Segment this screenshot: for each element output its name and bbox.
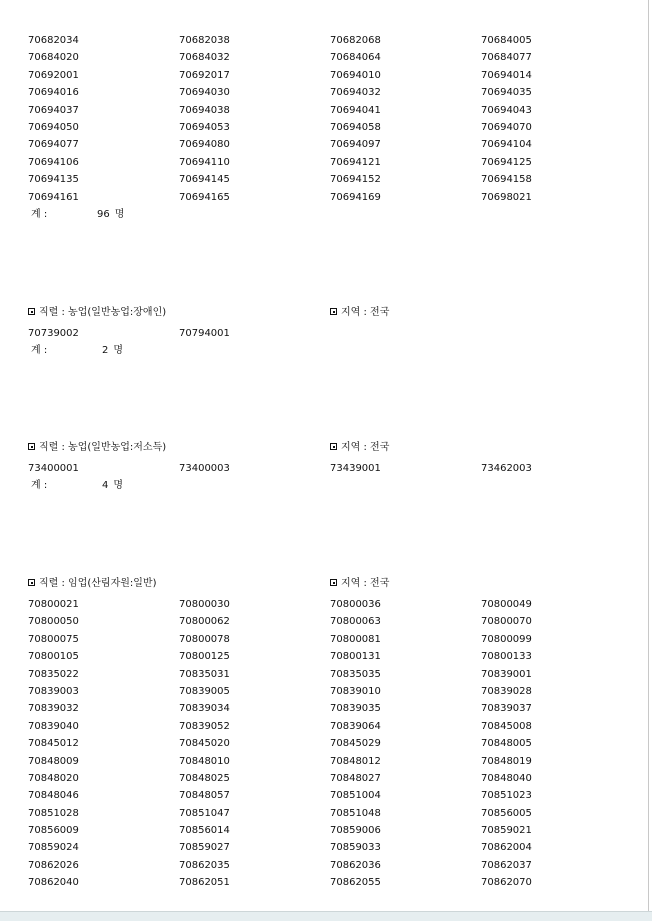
id-number: 70839028 bbox=[481, 685, 532, 697]
square-bullet-icon bbox=[28, 308, 35, 315]
id-number: 70862036 bbox=[330, 859, 381, 871]
id-number: 70694032 bbox=[330, 87, 381, 99]
id-number: 70694014 bbox=[481, 69, 532, 81]
id-number: 70800021 bbox=[28, 599, 79, 610]
total-label: 계 : bbox=[31, 345, 48, 357]
section-header bbox=[28, 575, 618, 593]
id-number: 70694135 bbox=[28, 174, 79, 186]
region-heading: 지역 : 전국 bbox=[330, 304, 389, 322]
occupation-heading: 직렬 : 농업(일반농업:장애인) bbox=[28, 304, 166, 322]
id-number: 70694035 bbox=[481, 87, 532, 99]
id-number: 70848040 bbox=[481, 772, 532, 784]
id-number: 70800125 bbox=[179, 651, 230, 663]
id-grid bbox=[28, 32, 618, 206]
id-number: 70856005 bbox=[481, 807, 532, 819]
id-number: 70839034 bbox=[179, 703, 230, 715]
id-number: 70694053 bbox=[179, 121, 230, 133]
id-number: 70851023 bbox=[481, 790, 532, 802]
region-heading: 지역 : 전국 bbox=[330, 439, 389, 457]
occupation-heading: 직렬 : 임업(산림자원:일반) bbox=[28, 575, 157, 593]
id-number: 70839032 bbox=[28, 703, 79, 715]
id-number: 70848019 bbox=[481, 755, 532, 767]
id-number: 70839052 bbox=[179, 720, 230, 732]
id-number: 70800050 bbox=[28, 616, 79, 628]
id-number: 70862040 bbox=[28, 877, 79, 889]
id-number: 70848046 bbox=[28, 790, 79, 802]
page-edge bbox=[648, 0, 649, 912]
section-total bbox=[28, 206, 618, 224]
id-number: 70859033 bbox=[330, 842, 381, 854]
id-number: 70800131 bbox=[330, 651, 381, 663]
id-number: 70800030 bbox=[179, 599, 230, 610]
square-bullet-icon bbox=[330, 579, 337, 586]
id-number: 70862026 bbox=[28, 859, 79, 871]
id-number: 70694077 bbox=[28, 139, 79, 151]
section-header bbox=[28, 304, 618, 322]
id-number: 70694110 bbox=[179, 156, 230, 168]
id-number: 70682068 bbox=[330, 35, 381, 46]
id-number: 70684032 bbox=[179, 52, 230, 64]
id-number: 70694043 bbox=[481, 104, 532, 116]
id-number: 70694070 bbox=[481, 121, 532, 133]
id-number: 70694125 bbox=[481, 156, 532, 168]
total-count: 4 명 bbox=[102, 480, 124, 492]
id-number: 70835031 bbox=[179, 668, 230, 680]
id-number: 70739002 bbox=[28, 328, 79, 339]
id-number: 70862070 bbox=[481, 877, 532, 889]
id-number: 70800063 bbox=[330, 616, 381, 628]
id-number: 70800081 bbox=[330, 633, 381, 645]
square-bullet-icon bbox=[330, 308, 337, 315]
id-number: 70692017 bbox=[179, 69, 230, 81]
id-number: 70682034 bbox=[28, 35, 79, 46]
id-number: 70845008 bbox=[481, 720, 532, 732]
id-number: 70851004 bbox=[330, 790, 381, 802]
id-number: 70862055 bbox=[330, 877, 381, 889]
id-number: 70845020 bbox=[179, 738, 230, 750]
id-number: 70694106 bbox=[28, 156, 79, 168]
id-number: 70694050 bbox=[28, 121, 79, 133]
id-number: 70839001 bbox=[481, 668, 532, 680]
id-number: 70800062 bbox=[179, 616, 230, 628]
id-number: 70694121 bbox=[330, 156, 381, 168]
id-number: 70694038 bbox=[179, 104, 230, 116]
section-agriculture-low-income bbox=[28, 439, 618, 495]
id-number: 70684005 bbox=[481, 35, 532, 46]
region-heading: 지역 : 전국 bbox=[330, 575, 389, 593]
id-number: 70859024 bbox=[28, 842, 79, 854]
id-number: 70800049 bbox=[481, 599, 532, 610]
id-number: 70694037 bbox=[28, 104, 79, 116]
total-count: 96 명 bbox=[97, 208, 125, 220]
id-number: 70862051 bbox=[179, 877, 230, 889]
id-number: 70859006 bbox=[330, 825, 381, 837]
section-forestry-general bbox=[28, 575, 618, 892]
id-number: 70845012 bbox=[28, 738, 79, 750]
id-number: 70856014 bbox=[179, 825, 230, 837]
id-number: 70684020 bbox=[28, 52, 79, 64]
id-number: 70692001 bbox=[28, 69, 79, 81]
id-number: 70862037 bbox=[481, 859, 532, 871]
id-number: 70848057 bbox=[179, 790, 230, 802]
id-number: 70851028 bbox=[28, 807, 79, 819]
id-number: 70839037 bbox=[481, 703, 532, 715]
id-number: 70848005 bbox=[481, 738, 532, 750]
id-number: 70835035 bbox=[330, 668, 381, 680]
occupation-heading: 직렬 : 농업(일반농업:저소득) bbox=[28, 439, 166, 457]
id-number: 73462003 bbox=[481, 463, 532, 474]
id-number: 70684077 bbox=[481, 52, 532, 64]
section-agriculture-disabled bbox=[28, 304, 618, 360]
section-total bbox=[28, 342, 618, 360]
id-number: 70694165 bbox=[179, 191, 230, 203]
id-grid bbox=[28, 596, 618, 892]
id-number: 70859021 bbox=[481, 825, 532, 837]
id-number: 70694145 bbox=[179, 174, 230, 186]
square-bullet-icon bbox=[28, 579, 35, 586]
id-number: 70694041 bbox=[330, 104, 381, 116]
id-number: 70845029 bbox=[330, 738, 381, 750]
id-number: 70694161 bbox=[28, 191, 79, 203]
id-number: 70851048 bbox=[330, 807, 381, 819]
id-number: 70848010 bbox=[179, 755, 230, 767]
id-grid bbox=[28, 460, 618, 477]
id-number: 70839035 bbox=[330, 703, 381, 715]
id-number: 70800075 bbox=[28, 633, 79, 645]
square-bullet-icon bbox=[28, 443, 35, 450]
id-number: 70839010 bbox=[330, 685, 381, 697]
id-number: 70800105 bbox=[28, 651, 79, 663]
id-number: 70848012 bbox=[330, 755, 381, 767]
id-number: 70839005 bbox=[179, 685, 230, 697]
id-number: 73400001 bbox=[28, 463, 79, 474]
id-number: 70698021 bbox=[481, 191, 532, 203]
id-number: 73400003 bbox=[179, 463, 230, 474]
id-number: 70694097 bbox=[330, 139, 381, 151]
id-number: 70862004 bbox=[481, 842, 532, 854]
id-number: 70848027 bbox=[330, 772, 381, 784]
id-number: 70800078 bbox=[179, 633, 230, 645]
id-number: 70694010 bbox=[330, 69, 381, 81]
id-number: 70694104 bbox=[481, 139, 532, 151]
id-number: 70794001 bbox=[179, 328, 230, 339]
section-header bbox=[28, 439, 618, 457]
square-bullet-icon bbox=[330, 443, 337, 450]
id-number: 70694080 bbox=[179, 139, 230, 151]
id-number: 70839040 bbox=[28, 720, 79, 732]
id-number: 70694152 bbox=[330, 174, 381, 186]
id-number: 70682038 bbox=[179, 35, 230, 46]
section-continued bbox=[28, 32, 618, 224]
id-number: 70839003 bbox=[28, 685, 79, 697]
id-number: 70694016 bbox=[28, 87, 79, 99]
id-number: 70835022 bbox=[28, 668, 79, 680]
id-number: 70839064 bbox=[330, 720, 381, 732]
id-number: 70856009 bbox=[28, 825, 79, 837]
total-label: 계 : bbox=[31, 480, 48, 492]
id-number: 70848025 bbox=[179, 772, 230, 784]
id-number: 70694169 bbox=[330, 191, 381, 203]
total-label: 계 : bbox=[31, 208, 48, 220]
id-number: 70800099 bbox=[481, 633, 532, 645]
id-number: 70859027 bbox=[179, 842, 230, 854]
id-number: 70684064 bbox=[330, 52, 381, 64]
id-number: 70800070 bbox=[481, 616, 532, 628]
id-number: 70694158 bbox=[481, 174, 532, 186]
id-number: 70800036 bbox=[330, 599, 381, 610]
id-number: 70800133 bbox=[481, 651, 532, 663]
total-count: 2 명 bbox=[102, 345, 124, 357]
id-number: 70862035 bbox=[179, 859, 230, 871]
id-number: 70694030 bbox=[179, 87, 230, 99]
id-number: 70848020 bbox=[28, 772, 79, 784]
id-number: 70848009 bbox=[28, 755, 79, 767]
id-grid bbox=[28, 325, 618, 342]
id-number: 70694058 bbox=[330, 121, 381, 133]
id-number: 70851047 bbox=[179, 807, 230, 819]
section-total bbox=[28, 477, 618, 495]
id-number: 73439001 bbox=[330, 463, 381, 474]
